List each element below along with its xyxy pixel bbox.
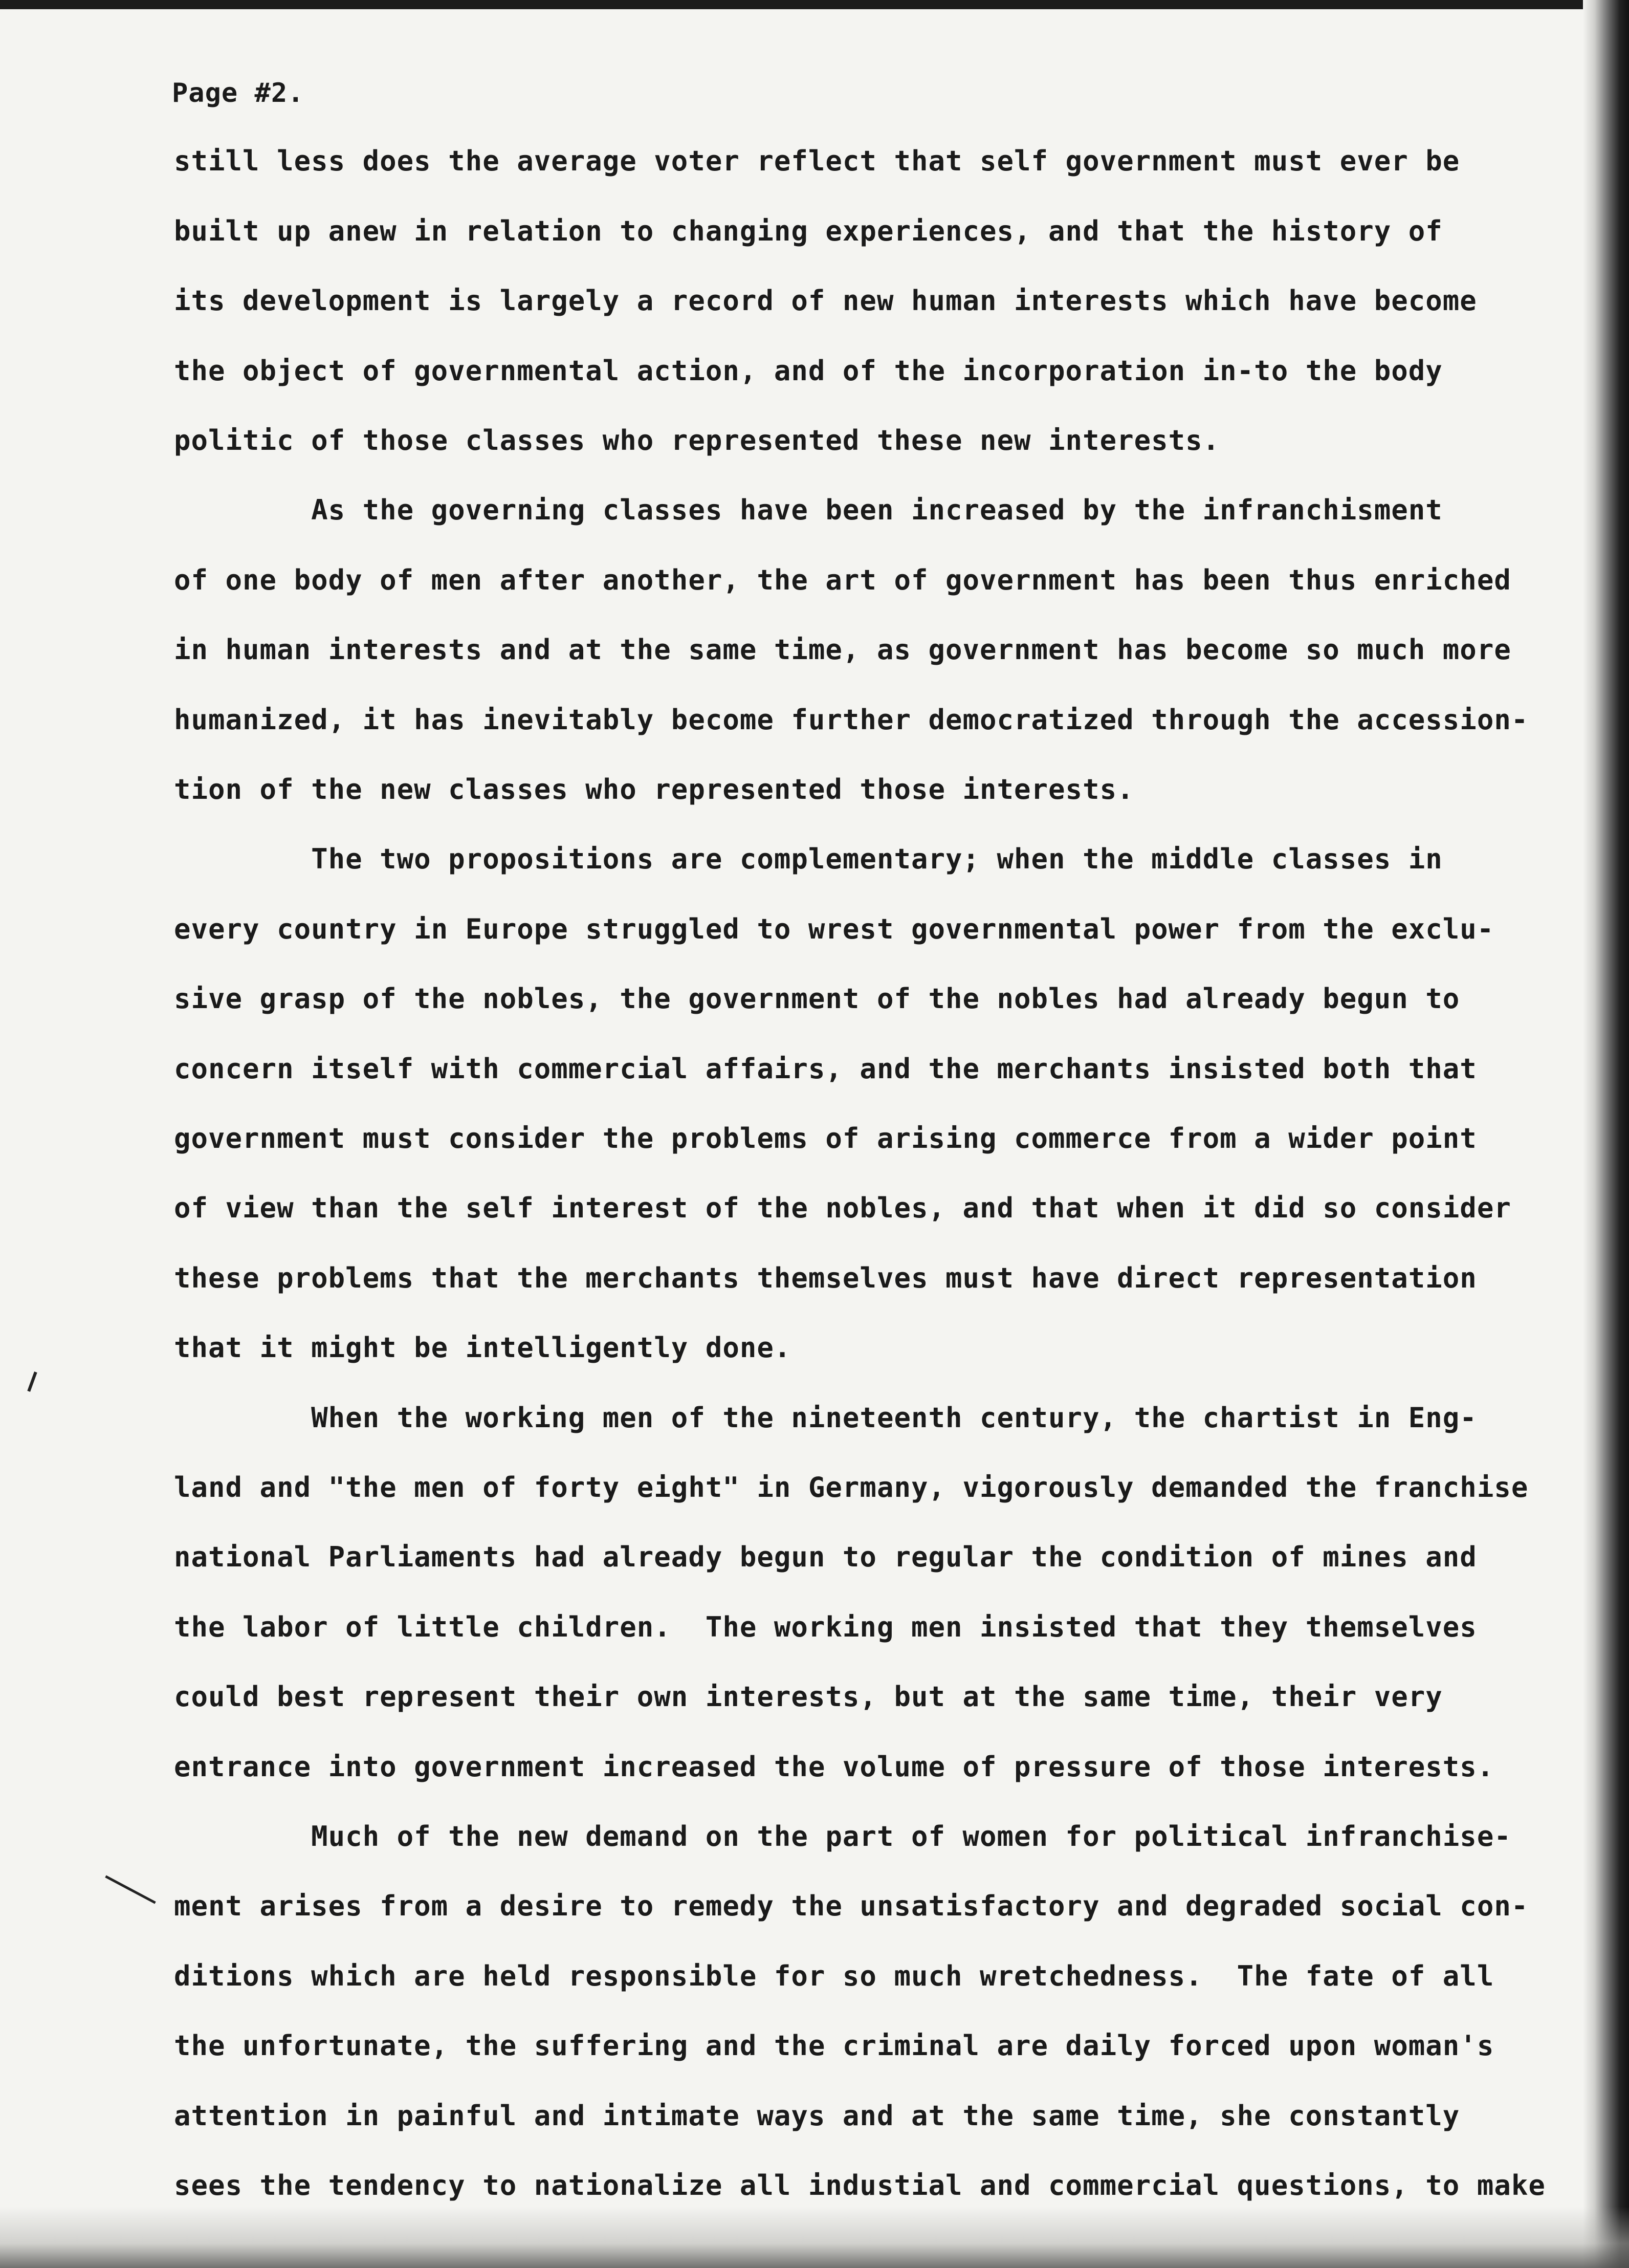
- text-line: the unfortunate, the suffering and the criminal are daily forced upon woman's: [174, 2030, 1494, 2062]
- text-line: that it might be intelligently done.: [174, 1332, 791, 1364]
- text-line: sive grasp of the nobles, the government of the nobles had already begun to: [174, 983, 1460, 1015]
- text-line: attention in painful and intimate ways and at the same time, she constantly: [174, 2100, 1460, 2132]
- text-line: its development is largely a record of new human interests which have become: [174, 285, 1477, 317]
- text-line: tion of the new classes who represented those interests.: [174, 773, 1134, 805]
- text-line: humanized, it has inevitably become further democratized through the accession-: [174, 704, 1529, 736]
- text-line: in human interests and at the same time, as government has become so much more: [174, 634, 1511, 666]
- text-line: built up anew in relation to changing experiences, and that the history of: [174, 215, 1443, 247]
- text-line: could best represent their own interests, but at the same time, their very: [174, 1681, 1443, 1713]
- text-line: government must consider the problems of arising commerce from a wider point: [174, 1122, 1477, 1154]
- text-line: ditions which are held responsible for so much wretchedness. The fate of all: [174, 1960, 1494, 1992]
- text-line: entrance into government increased the volume of pressure of those interests.: [174, 1751, 1494, 1783]
- text-line: every country in Europe struggled to wrest governmental power from the exclu-: [174, 913, 1494, 945]
- text-line: the object of governmental action, and of the incorporation in-to the body: [174, 355, 1443, 387]
- text-line: of one body of men after another, the art of government has been thus enriched: [174, 564, 1511, 596]
- text-line: Much of the new demand on the part of women for political infranchise-: [174, 1820, 1511, 1852]
- text-line: The two propositions are complementary; when the middle classes in: [174, 843, 1443, 875]
- text-line: of view than the self interest of the nobles, and that when it did so consider: [174, 1192, 1511, 1224]
- text-line: politic of those classes who represented these new interests.: [174, 424, 1220, 456]
- text-line: these problems that the merchants themselves must have direct representation: [174, 1262, 1477, 1294]
- text-line: ment arises from a desire to remedy the unsatisfactory and degraded social con-: [174, 1890, 1529, 1922]
- page-number: Page #2.: [172, 78, 304, 108]
- text-line: concern itself with commercial affairs, and the merchants insisted both that: [174, 1053, 1477, 1085]
- text-line: sees the tendency to nationalize all industial and commercial questions, to make: [174, 2169, 1546, 2201]
- text-line: national Parliaments had already begun to regular the condition of mines and: [174, 1541, 1477, 1573]
- text-line: still less does the average voter reflect that self government must ever be: [174, 145, 1460, 177]
- text-line: land and "the men of forty eight" in Germany, vigorously demanded the franchise: [174, 1471, 1529, 1503]
- text-line: the labor of little children. The working men insisted that they themselves: [174, 1611, 1477, 1643]
- text-line: As the governing classes have been increased by the infranchisment: [174, 494, 1443, 526]
- text-line: When the working men of the nineteenth century, the chartist in Eng-: [174, 1402, 1477, 1434]
